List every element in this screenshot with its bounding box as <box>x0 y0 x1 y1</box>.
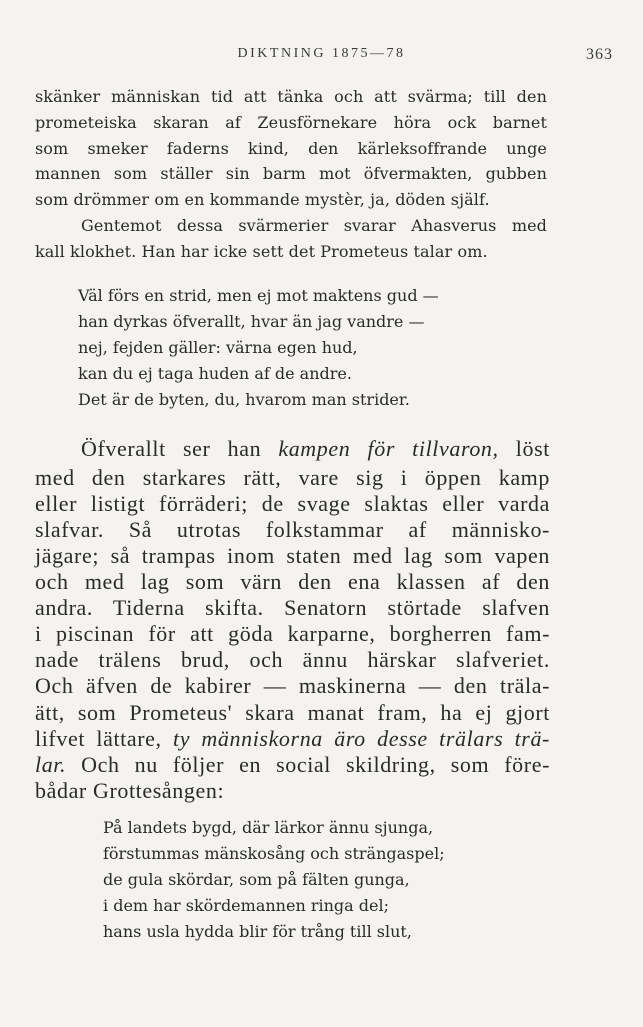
verse2-line: hans usla hydda blir för trång till slut, <box>103 922 412 941</box>
para3-line: eller listigt förräderi; de svage slaktas eller varda <box>35 491 550 516</box>
italic-phrase: lar. <box>35 752 67 777</box>
para1-line: prometeiska skaran af Zeusförnekare höra ock barnet <box>35 113 547 132</box>
para3-line: Och äfven de kabirer — maskinerna — den träla- <box>35 673 550 698</box>
italic-phrase: ty människorna äro desse trälars trä- <box>172 726 550 751</box>
para1-line: som smeker faderns kind, den kärleksoffrande unge <box>35 139 547 158</box>
para1-line: skänker människan tid att tänka och att svärma; till den <box>35 87 547 106</box>
para3-line: nade trälens brud, och ännu härskar slafveriet. <box>35 647 550 672</box>
verse1-line: Det är de byten, du, hvarom man strider. <box>78 390 410 409</box>
para3-line: lar. Och nu följer en social skildring, som före- <box>35 752 550 777</box>
verse1-line: nej, fejden gäller: värna egen hud, <box>78 338 358 357</box>
running-head: DIKTNING 1875—78 <box>237 46 406 61</box>
page-header <box>0 46 643 68</box>
para3-line: och med lag som värn den ena klassen af den <box>35 569 550 594</box>
para3-line: lifvet lättare, ty människorna äro desse trälars trä- <box>35 726 550 751</box>
para3-line: jägare; så trampas inom staten med lag som vapen <box>35 543 550 568</box>
para3-line: bådar Grottesången: <box>35 778 225 803</box>
para2-line: Gentemot dessa svärmerier svarar Ahasverus med <box>81 216 547 235</box>
verse2-line: i dem har skördemannen ringa del; <box>103 896 389 915</box>
verse2-line: förstummas mänskosång och strängaspel; <box>103 844 445 863</box>
italic-phrase: kampen för tillvaron, <box>278 436 499 461</box>
para3-line: ätt, som Prometeus' skara manat fram, ha ej gjort <box>35 700 550 725</box>
para3-line: slafvar. Så utrotas folkstammar af människo- <box>35 517 550 542</box>
verse1-line: han dyrkas öfverallt, hvar än jag vandre — <box>78 312 425 331</box>
para3-line: andra. Tiderna skifta. Senatorn störtade slafven <box>35 595 550 620</box>
para3-line: Öfverallt ser han kampen för tillvaron, löst <box>81 436 550 461</box>
verse1-line: kan du ej taga huden af de andre. <box>78 364 352 383</box>
para2-line: kall klokhet. Han har icke sett det Prometeus talar om. <box>35 242 488 261</box>
para3-line: med den starkares rätt, vare sig i öppen kamp <box>35 465 550 490</box>
verse2-line: de gula skördar, som på fälten gunga, <box>103 870 410 889</box>
verse2-line: På landets bygd, där lärkor ännu sjunga, <box>103 818 434 837</box>
page-number: 363 <box>586 46 613 63</box>
para1-line: mannen som ställer sin barm mot öfvermakten, gubben <box>35 164 547 183</box>
verse1-line: Väl förs en strid, men ej mot maktens gud — <box>78 286 439 305</box>
para3-line: i piscinan för att göda karparne, borgherren fam- <box>35 621 550 646</box>
para1-line: som drömmer om en kommande mystèr, ja, döden själf. <box>35 190 490 209</box>
